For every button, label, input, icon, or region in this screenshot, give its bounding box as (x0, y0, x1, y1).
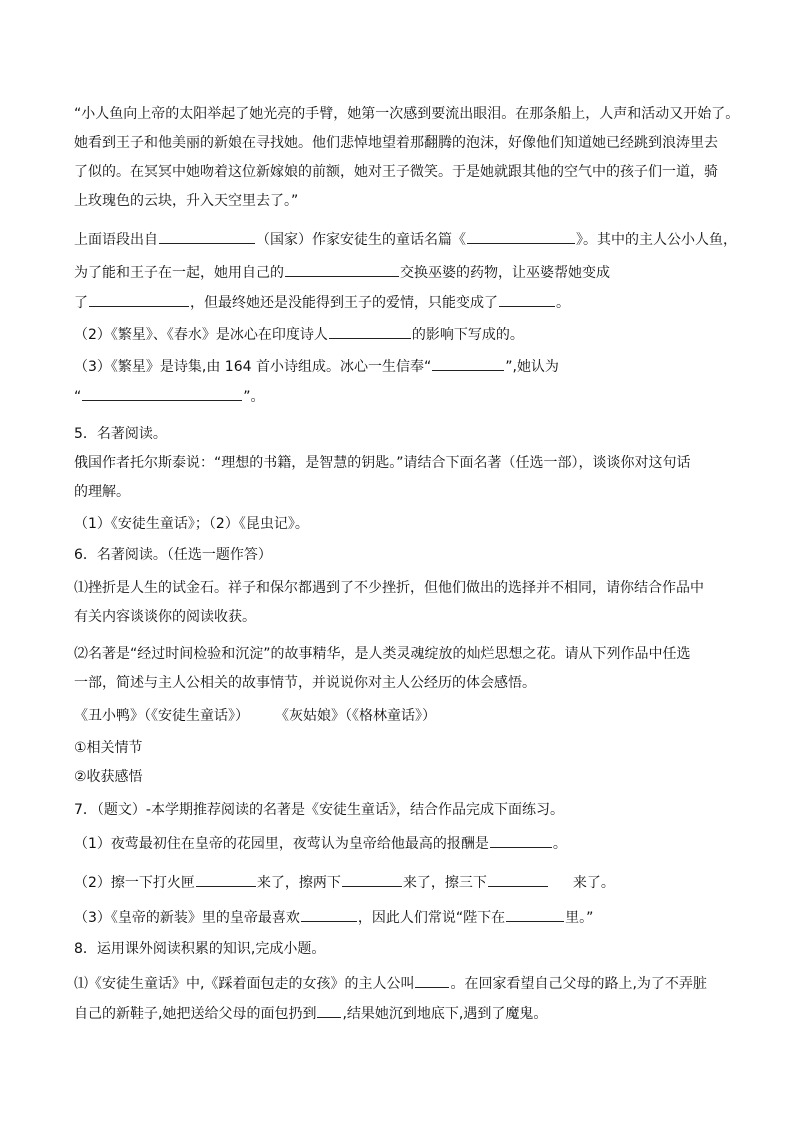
s6-line-6: ①相关情节 (74, 740, 143, 756)
answer-blank[interactable] (329, 324, 411, 339)
passage-line-1: “小人鱼向上帝的太阳举起了她光亮的手臂，她第一次感到要流出眼泪。在那条船上，人声和活动又开始了。 (74, 106, 740, 122)
s8-line-2: 自己的新鞋子,她把送给父母的面包扔到 ,结果她沉到地底下,遇到了魔鬼。 (74, 1003, 547, 1024)
s6-line-3: ⑵名著是“经过时间检验和沉淀”的故事精华，是人类灵魂绽放的灿烂思想之花。请从下列作品中任选 (74, 646, 691, 662)
s5-title: 5．名著阅读。 (74, 426, 167, 442)
s6-line-1: ⑴挫折是人生的试金石。祥子和保尔都遇到了不少挫折，但他们做出的选择并不相同，请你结合作品中 (74, 580, 704, 596)
s8-title: 8．运用课外阅读积累的知识,完成小题。 (74, 941, 326, 957)
answer-blank[interactable] (415, 973, 449, 988)
passage-line-3: 了似的。在冥冥中她吻着这位新嫁娘的前额，她对王子微笑。于是她就跟其他的空气中的孩子们一道，骑 (74, 164, 718, 180)
s6-line-2: 有关内容谈谈你的阅读收获。 (74, 609, 256, 625)
answer-blank[interactable] (488, 872, 548, 887)
answer-blank[interactable] (301, 907, 357, 922)
q2-line: （2）《繁星》、《春水》是冰心在印度诗人 的影响下写成的。 (74, 324, 524, 345)
passage-line-4: 上玫瑰色的云块，升入天空里去了。” (74, 193, 299, 209)
answer-blank[interactable] (317, 1003, 341, 1018)
s7-q2: （2）擦一下打火匣 来了，擦两下 来了，擦三下 来了。 (74, 872, 615, 893)
passage-line-2: 她看到王子和他美丽的新娘在寻找她。他们悲悼地望着那翻腾的泡沫，好像他们知道她已经跳到浪涛里去 (74, 135, 718, 151)
s7-title: 7．（题文）-本学期推荐阅读的名著是《安徒生童话》，结合作品完成下面练习。 (74, 802, 564, 818)
answer-blank[interactable] (467, 229, 575, 244)
s5-line-2: 的理解。 (74, 484, 130, 500)
answer-blank[interactable] (499, 292, 555, 307)
s6-line-5: 《丑小鸭》（《安徒生童话》） 《灰姑娘》（《格林童话》） (74, 708, 436, 724)
q1-line-2: 为了能和王子在一起，她用自己的 交换巫婆的药物，让巫婆帮她变成 (74, 262, 610, 283)
answer-blank[interactable] (432, 356, 504, 371)
q3-line-1: （3）《繁星》是诗集,由 164 首小诗组成。冰心一生信奉“ ”,她认为 (74, 356, 559, 377)
s5-line-3: （1）《安徒生童话》；（2）《昆虫记》。 (74, 516, 309, 532)
answer-blank[interactable] (506, 907, 564, 922)
q1-line-1: 上面语段出自 （国家）作家安徒生的童话名篇《 》。其中的主人公小人鱼， (74, 229, 737, 250)
s6-line-7: ②收获感悟 (74, 769, 143, 785)
q3-line-2: “ ”。 (74, 386, 265, 407)
s8-line-1: ⑴《安徒生童话》中,《踩着面包走的女孩》的主人公叫 。在回家看望自己父母的路上,为了不弄脏 (74, 973, 707, 994)
answer-blank[interactable] (285, 262, 399, 277)
answer-blank[interactable] (89, 292, 189, 307)
answer-blank[interactable] (196, 872, 256, 887)
q1-line-3: 了 ，但最终她还是没能得到王子的爱情，只能变成了 。 (74, 292, 570, 313)
s6-title: 6．名著阅读。（任选一题作答） (74, 547, 272, 563)
answer-blank[interactable] (159, 229, 255, 244)
answer-blank[interactable] (82, 386, 242, 401)
s5-line-1: 俄国作者托尔斯泰说：“理想的书籍，是智慧的钥匙。”请结合下面名著（任选一部），谈谈你对这句话 (74, 455, 691, 471)
s6-line-4: 一部，简述与主人公相关的故事情节，并说说你对主人公经历的体会感悟。 (74, 675, 536, 691)
s7-q3: （3）《皇帝的新装》里的皇帝最喜欢 ，因此人们常说“陛下在 里。” (74, 907, 593, 928)
s7-q1: （1）夜莺最初住在皇帝的花园里，夜莺认为皇帝给他最高的报酬是 。 (74, 833, 567, 854)
answer-blank[interactable] (490, 833, 552, 848)
answer-blank[interactable] (342, 872, 402, 887)
